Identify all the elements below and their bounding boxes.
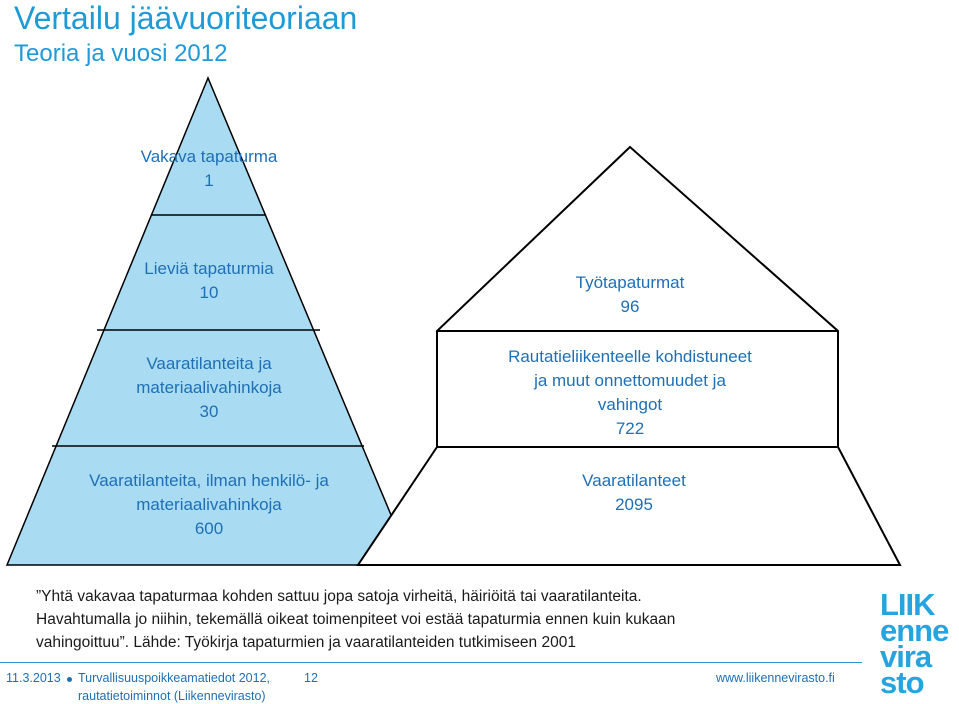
footer-bullet-icon bbox=[67, 677, 72, 682]
slide-subtitle: Teoria ja vuosi 2012 bbox=[14, 40, 228, 67]
logo-line-1: LIIK bbox=[880, 587, 935, 622]
year-level-1-text: Työtapaturmat bbox=[575, 273, 685, 292]
logo-line-3: vira bbox=[880, 639, 932, 674]
theory-level-1 bbox=[109, 145, 309, 193]
theory-level-4-value: 600 bbox=[194, 519, 224, 538]
logo-line-4: sto bbox=[880, 665, 924, 700]
theory-level-1-value: 1 bbox=[204, 171, 214, 190]
quote-text bbox=[36, 585, 836, 654]
theory-level-2 bbox=[109, 257, 309, 305]
theory-level-2-text: Lieviä tapaturmia bbox=[144, 259, 274, 278]
footer-source-2: rautatietoiminnot (Liikennevirasto) bbox=[78, 689, 266, 703]
theory-level-2-value: 10 bbox=[199, 283, 219, 302]
year-level-2-text-2: ja muut onnettomuudet ja bbox=[534, 371, 726, 390]
theory-level-3-value: 30 bbox=[199, 402, 219, 421]
year-level-2-value: 722 bbox=[615, 419, 645, 438]
liikennevirasto-logo bbox=[880, 587, 956, 700]
footer-page-number: 12 bbox=[304, 671, 318, 685]
theory-level-4-text-2: materiaalivahinkoja bbox=[136, 495, 282, 514]
theory-level-3-text-2: materiaalivahinkoja bbox=[136, 378, 282, 397]
logo-line-2: enne bbox=[880, 613, 949, 648]
year-level-3 bbox=[484, 469, 784, 517]
theory-level-4-text: Vaaratilanteita, ilman henkilö- ja bbox=[89, 471, 329, 490]
year-level-2-text: Rautatieliikenteelle kohdistuneet bbox=[508, 347, 752, 366]
year-level-3-text: Vaaratilanteet bbox=[582, 471, 686, 490]
year-level-2 bbox=[455, 345, 805, 441]
year-level-2-text-3: vahingot bbox=[597, 395, 663, 414]
theory-level-3 bbox=[59, 352, 359, 424]
year-level-1-value: 96 bbox=[620, 297, 640, 316]
theory-level-1-text: Vakava tapaturma bbox=[140, 147, 278, 166]
year-level-1 bbox=[480, 271, 780, 319]
footer-source-1: Turvallisuuspoikkeamatiedot 2012, bbox=[78, 671, 271, 685]
theory-level-3-text: Vaaratilanteita ja bbox=[146, 354, 272, 373]
footer-website[interactable]: www.liikennevirasto.fi bbox=[716, 671, 835, 685]
footer-date: 11.3.2013 bbox=[6, 671, 61, 685]
quote-line-3: vahingoittuu”. Lähde: Työkirja tapaturmien ja vaaratilanteiden tutkimiseen 2001 bbox=[36, 634, 576, 651]
theory-level-4 bbox=[19, 469, 399, 541]
slide-title: Vertailu jäävuoriteoriaan bbox=[14, 0, 358, 36]
quote-line-2: Havahtumalla jo niihin, tekemällä oikeat toimenpiteet voi estää tapaturmia ennen kuin kukaan bbox=[36, 611, 676, 628]
footer-divider bbox=[0, 662, 862, 663]
quote-line-1: ”Yhtä vakavaa tapaturmaa kohden sattuu jopa satoja virheitä, häiriöitä tai vaaratilanteita. bbox=[36, 588, 642, 605]
year-level-3-value: 2095 bbox=[615, 495, 653, 514]
